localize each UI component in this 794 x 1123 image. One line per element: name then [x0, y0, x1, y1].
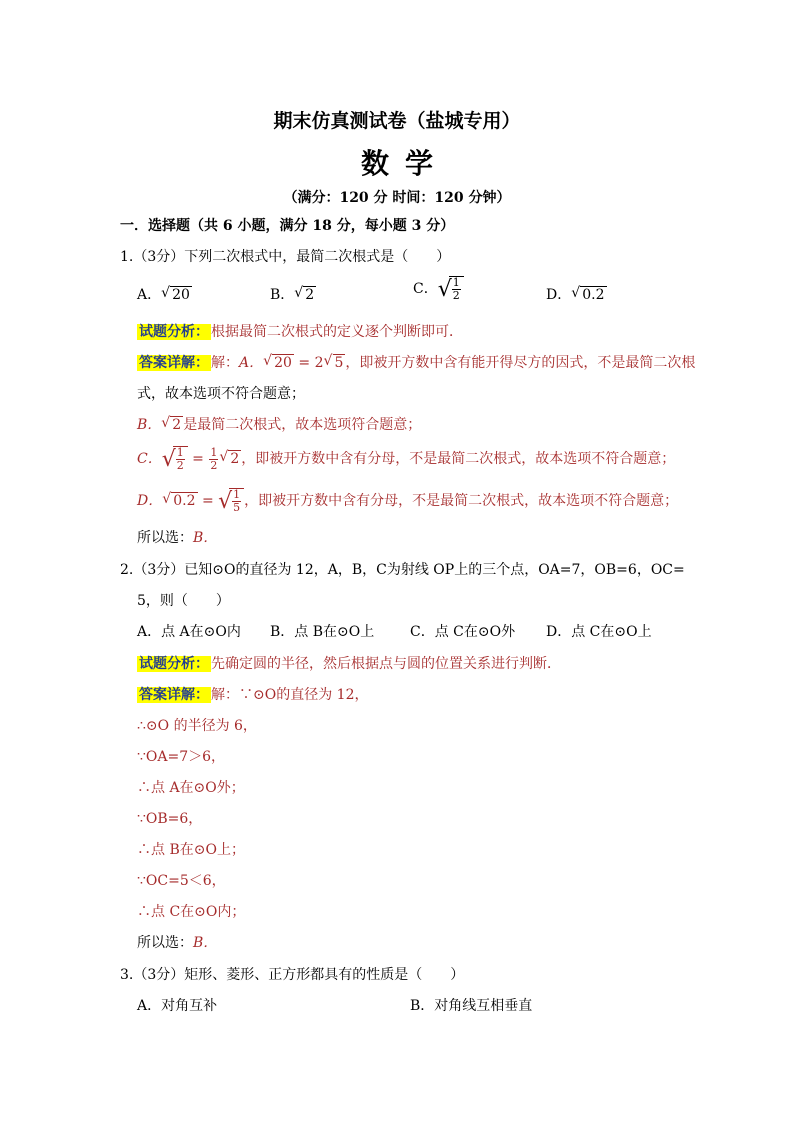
q1-answer-a-text: ，即被开方数中含有能开得尽方的因式，不是最简二次根: [345, 355, 696, 371]
q1-option-d: [546, 285, 607, 305]
q1-option-b-label: B．: [270, 287, 295, 303]
q1-option-c: [413, 276, 464, 302]
q1-answer-c-denominator: 2: [176, 459, 184, 472]
q3-option-a: A．对角互补: [137, 998, 218, 1014]
radical-icon: √ 0.2: [571, 285, 605, 303]
q1-option-c-numerator: 1: [452, 276, 460, 289]
q1-stem: 1.（3分）下列二次根式中，最简二次根式是（ ）: [120, 249, 451, 265]
q1-option-a-radicand: 20: [172, 287, 190, 303]
q1-conclusion-answer: B．: [193, 530, 218, 546]
q2-conclusion-answer: B．: [193, 935, 218, 951]
q1-answer-prefix: 解：: [211, 355, 239, 371]
q2-option-a: A．点 A在⊙O内: [137, 624, 241, 640]
q1-answer-b: [137, 415, 421, 435]
q1-answer-c-radicand: 2: [230, 451, 240, 467]
q1-answer-d: [137, 488, 678, 514]
q1-answer-d-radicand: 0.2: [173, 493, 196, 509]
q1-answer-a-eq: = 2: [293, 355, 324, 371]
q2-step: ∴⊙O 的半径为 6，: [137, 718, 257, 734]
q2-answer-first: 解：∵⊙O的直径为 12，: [211, 687, 369, 703]
q1-answer-b-label: B．: [137, 417, 162, 433]
q2-step: ∵OB=6，: [137, 811, 203, 827]
q2-conclusion: [137, 933, 217, 953]
radical-icon: √ 20: [263, 353, 292, 371]
answer-tag: 答案详解：: [139, 355, 209, 371]
radical-icon: √ 20: [161, 285, 190, 303]
q1-answer-a-radicand: 20: [274, 355, 292, 371]
q1-conclusion-text: 所以选：: [137, 530, 193, 546]
exam-title: 期末仿真测试卷（盐城专用）: [273, 110, 521, 132]
exam-meta: （满分：120 分 时间：120 分钟）: [283, 190, 511, 206]
q2-step: ∵OC=5＜6，: [137, 873, 226, 889]
q2-answer: [137, 685, 368, 705]
q1-answer-c-eq: =: [187, 451, 209, 467]
q1-answer-c-text: ，即被开方数中含有分母，不是最简二次根式，故本选项不符合题意；: [241, 451, 676, 467]
q1-answer-a: [137, 353, 695, 373]
q1-answer-d-denominator: 5: [233, 501, 241, 514]
q2-analysis-text: 先确定圆的半径，然后根据点与圆的位置关系进行判断．: [211, 656, 561, 672]
q1-analysis: [137, 322, 463, 342]
q1-answer-d-text: ，即被开方数中含有分母，不是最简二次根式，故本选项不符合题意；: [244, 493, 679, 509]
q2-stem: 2.（3分）已知⊙O的直径为 12，A，B，C为射线 OP上的三个点，OA=7，OB=6，OC=: [120, 562, 685, 578]
q1-answer-c: [137, 446, 675, 472]
q1-answer-d-numerator: 1: [233, 488, 241, 501]
q1-answer-d-eq: =: [197, 493, 219, 509]
q2-conclusion-text: 所以选：: [137, 935, 193, 951]
q1-answer-a-cont: 式，故本选项不符合题意；: [137, 386, 305, 402]
q1-option-a: [137, 285, 192, 305]
q3-option-b: B．对角线互相垂直: [410, 998, 533, 1014]
q2-stem-cont: 5，则（ ）: [137, 593, 230, 609]
q1-answer-c-denominator-2: 2: [210, 458, 218, 472]
radical-icon: √ $\frac{1}{2}$: [162, 446, 188, 472]
q1-option-c-denominator: 2: [452, 289, 460, 302]
radical-icon: √ $\frac{1}{5}$: [218, 488, 244, 514]
subject-title: 数学: [360, 147, 449, 180]
radical-icon: √ 2: [294, 285, 315, 303]
q1-answer-d-label: D．: [137, 493, 163, 509]
radical-icon: √ 5: [323, 353, 344, 371]
answer-tag: 答案详解：: [139, 687, 209, 703]
radical-icon: √ 2: [219, 449, 240, 467]
q1-answer-a-label: A．: [239, 355, 264, 371]
q2-step: ∴点 B在⊙O上；: [137, 842, 245, 858]
q1-answer-a-radicand-2: 5: [334, 355, 344, 371]
q2-step: ∵OA=7＞6，: [137, 749, 226, 765]
section-heading: 一．选择题（共 6 小题，满分 18 分，每小题 3 分）: [120, 218, 455, 234]
q1-answer-c-numerator-2: 1: [210, 445, 218, 459]
analysis-tag: 试题分析：: [139, 324, 209, 340]
q2-analysis: [137, 654, 561, 674]
q1-answer-b-text: 是最简二次根式，故本选项符合题意；: [183, 417, 422, 433]
q3-stem: 3.（3分）矩形、菱形、正方形都具有的性质是（ ）: [120, 967, 465, 983]
radical-icon: √ 2: [161, 415, 182, 433]
q2-step: ∴点 C在⊙O内；: [137, 904, 246, 920]
q2-option-c: C．点 C在⊙O外: [410, 624, 516, 640]
q1-option-c-label: C．: [413, 281, 438, 297]
q1-answer-b-radicand: 2: [172, 417, 182, 433]
q2-step: ∴点 A在⊙O外；: [137, 780, 245, 796]
radical-icon: √ $\frac{1}{2}$: [438, 276, 464, 302]
q1-option-d-radicand: 0.2: [582, 287, 605, 303]
radical-icon: √ 0.2: [162, 491, 196, 509]
q1-conclusion: [137, 528, 217, 548]
q1-option-d-label: D．: [546, 287, 572, 303]
q1-answer-c-label: C．: [137, 451, 162, 467]
q1-analysis-text: 根据最简二次根式的定义逐个判断即可．: [211, 324, 463, 340]
q1-option-b-radicand: 2: [305, 287, 315, 303]
analysis-tag: 试题分析：: [139, 656, 209, 672]
q1-option-a-label: A．: [137, 287, 162, 303]
q2-option-d: D．点 C在⊙O上: [546, 624, 652, 640]
q1-option-b: [270, 285, 316, 305]
q2-option-b: B．点 B在⊙O上: [270, 624, 375, 640]
q1-answer-c-numerator: 1: [176, 446, 184, 459]
